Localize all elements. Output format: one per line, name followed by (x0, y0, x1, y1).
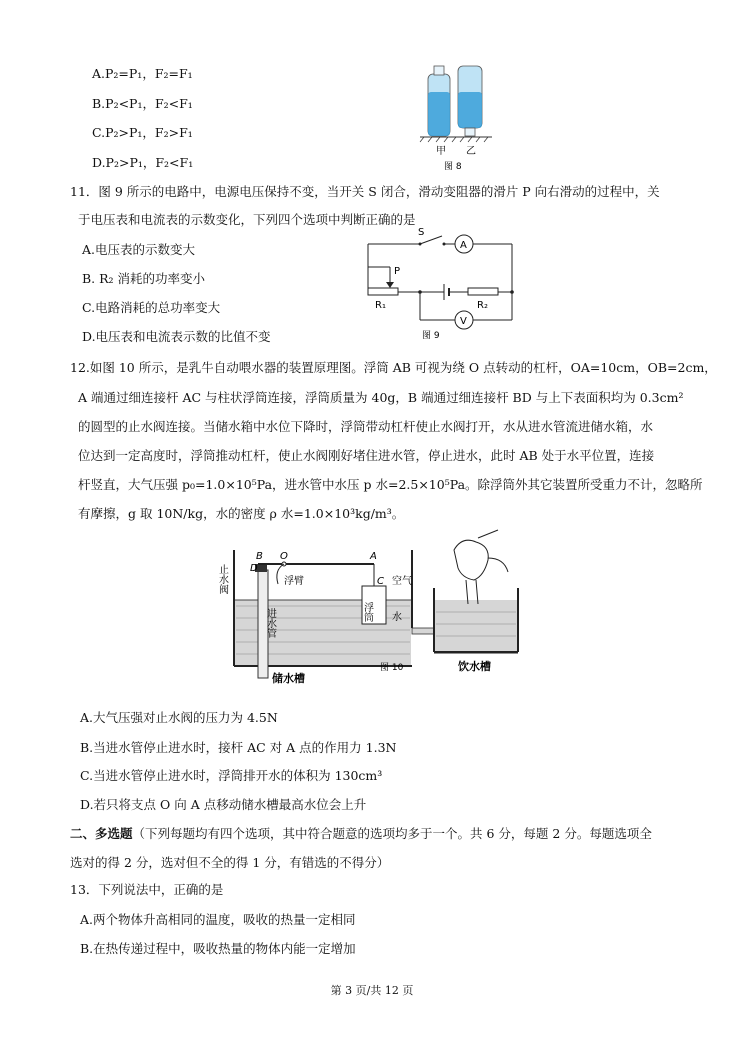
q12-stem-line2: A 端通过细连接杆 AC 与柱状浮筒连接，浮筒质量为 40g，B 端通过细连接杆 BD 与上下表面积均为 0.3cm² (78, 390, 684, 405)
q10-option-a: A.P₂=P₁，F₂=F₁ (92, 66, 193, 81)
fig9-r1-label: R₁ (375, 300, 386, 311)
fig10-label-o: O (280, 551, 288, 562)
section2-heading (70, 826, 652, 842)
figure-8 (410, 62, 500, 174)
figure-10 (216, 528, 522, 688)
q12-option-a: A.大气压强对止水阀的压力为 4.5N (80, 710, 278, 725)
fig10-valve-label: 止水阀 (216, 564, 228, 594)
q12-stem-line6: 有摩擦，g 取 10N/kg，水的密度 ρ 水=1.0×10³kg/m³。 (78, 506, 405, 521)
q11-stem-line2: 于电压表和电流表的示数变化，下列四个选项中判断正确的是 (78, 212, 416, 227)
q12-option-b: B.当进水管停止进水时，接杆 AC 对 A 点的作用力 1.3N (80, 740, 397, 755)
figure-9-circuit (360, 222, 525, 344)
q12-option-c: C.当进水管停止进水时，浮筒排开水的体积为 130cm³ (80, 768, 383, 783)
fig10-float-label: 浮筒 (361, 602, 373, 622)
q10-option-c: C.P₂>P₁，F₂>F₁ (92, 125, 193, 140)
q13-option-b: B.在热传递过程中，吸收热量的物体内能一定增加 (80, 941, 356, 956)
q11-option-a: A.电压表的示数变大 (82, 242, 196, 257)
section2-desc-line2: 选对的得 2 分，选对但不全的得 1 分，有错选的不得分） (70, 855, 390, 870)
q10-option-d: D.P₂>P₁，F₂<F₁ (92, 155, 194, 170)
section2-desc-line1: （下列每题均有四个选项，其中符合题意的选项均多于一个。共 6 分，每题 2 分。每题选项全 (132, 826, 652, 841)
fig10-inlet-label: 进水管 (264, 608, 276, 638)
section2-title: 二、多选题 (70, 826, 133, 841)
fig9-voltmeter-label: V (460, 316, 467, 327)
fig10-label-a: A (370, 551, 377, 562)
q11-option-b: B. R₂ 消耗的功率变小 (82, 271, 206, 286)
fig10-trough-label: 饮水槽 (458, 660, 491, 673)
fig10-label-d: D (250, 563, 258, 574)
fig9-r2-label: R₂ (477, 300, 488, 311)
fig10-tank-label: 储水槽 (272, 672, 305, 685)
q11-option-d: D.电压表和电流表示数的比值不变 (82, 329, 271, 344)
fig10-label-c: C (377, 576, 384, 587)
q12-stem-line3: 的圆型的止水阀连接。当储水箱中水位下降时，浮筒带动杠杆使止水阀打开，水从进水管流进储水箱，水 (78, 419, 654, 434)
q10-option-b: B.P₂<P₁，F₂<F₁ (92, 96, 193, 111)
fig9-slider-label: P (394, 266, 401, 277)
fig10-arm-label: 浮臂 (284, 576, 304, 587)
fig8-caption: 图 8 (444, 162, 462, 172)
q12-stem-line4: 位达到一定高度时，浮筒推动杠杆，使止水阀刚好堵住进水管，停止进水，此时 AB 处于水平位置，连接 (78, 448, 655, 463)
fig9-switch-label: S (418, 227, 425, 238)
q12-stem-line5: 杆竖直，大气压强 p₀=1.0×10⁵Pa，进水管中水压 p 水=2.5×10⁵Pa。除浮筒外其它装置所受重力不计，忽略所 (78, 477, 703, 492)
page-footer: 第 3 页/共 12 页 (330, 984, 414, 997)
fig10-label-b: B (256, 551, 263, 562)
fig8-label-yi: 乙 (466, 146, 476, 157)
q12-stem-line1: 12.如图 10 所示，是乳牛自动喂水器的装置原理图。浮筒 AB 可视为绕 O 点转动的杠杆，OA=10cm，OB=2cm， (70, 360, 717, 375)
fig8-label-jia: 甲 (436, 146, 446, 157)
q11-option-c: C.电路消耗的总功率变大 (82, 300, 221, 315)
fig10-caption: 图 10 (380, 663, 404, 673)
q12-option-d: D.若只将支点 O 向 A 点移动储水槽最高水位会上升 (80, 797, 367, 812)
fig10-air-label: 空气 (392, 576, 412, 587)
q13-option-a: A.两个物体升高相同的温度，吸收的热量一定相同 (80, 912, 356, 927)
q11-stem-line1: 11．图 9 所示的电路中，电源电压保持不变，当开关 S 闭合，滑动变阻器的滑片 P 向右滑动的过程中，关 (70, 184, 660, 199)
q13-stem: 13．下列说法中，正确的是 (70, 882, 224, 897)
fig9-ammeter-label: A (460, 240, 467, 251)
fig10-water-label: 水 (392, 612, 402, 623)
fig9-caption: 图 9 (422, 331, 440, 341)
